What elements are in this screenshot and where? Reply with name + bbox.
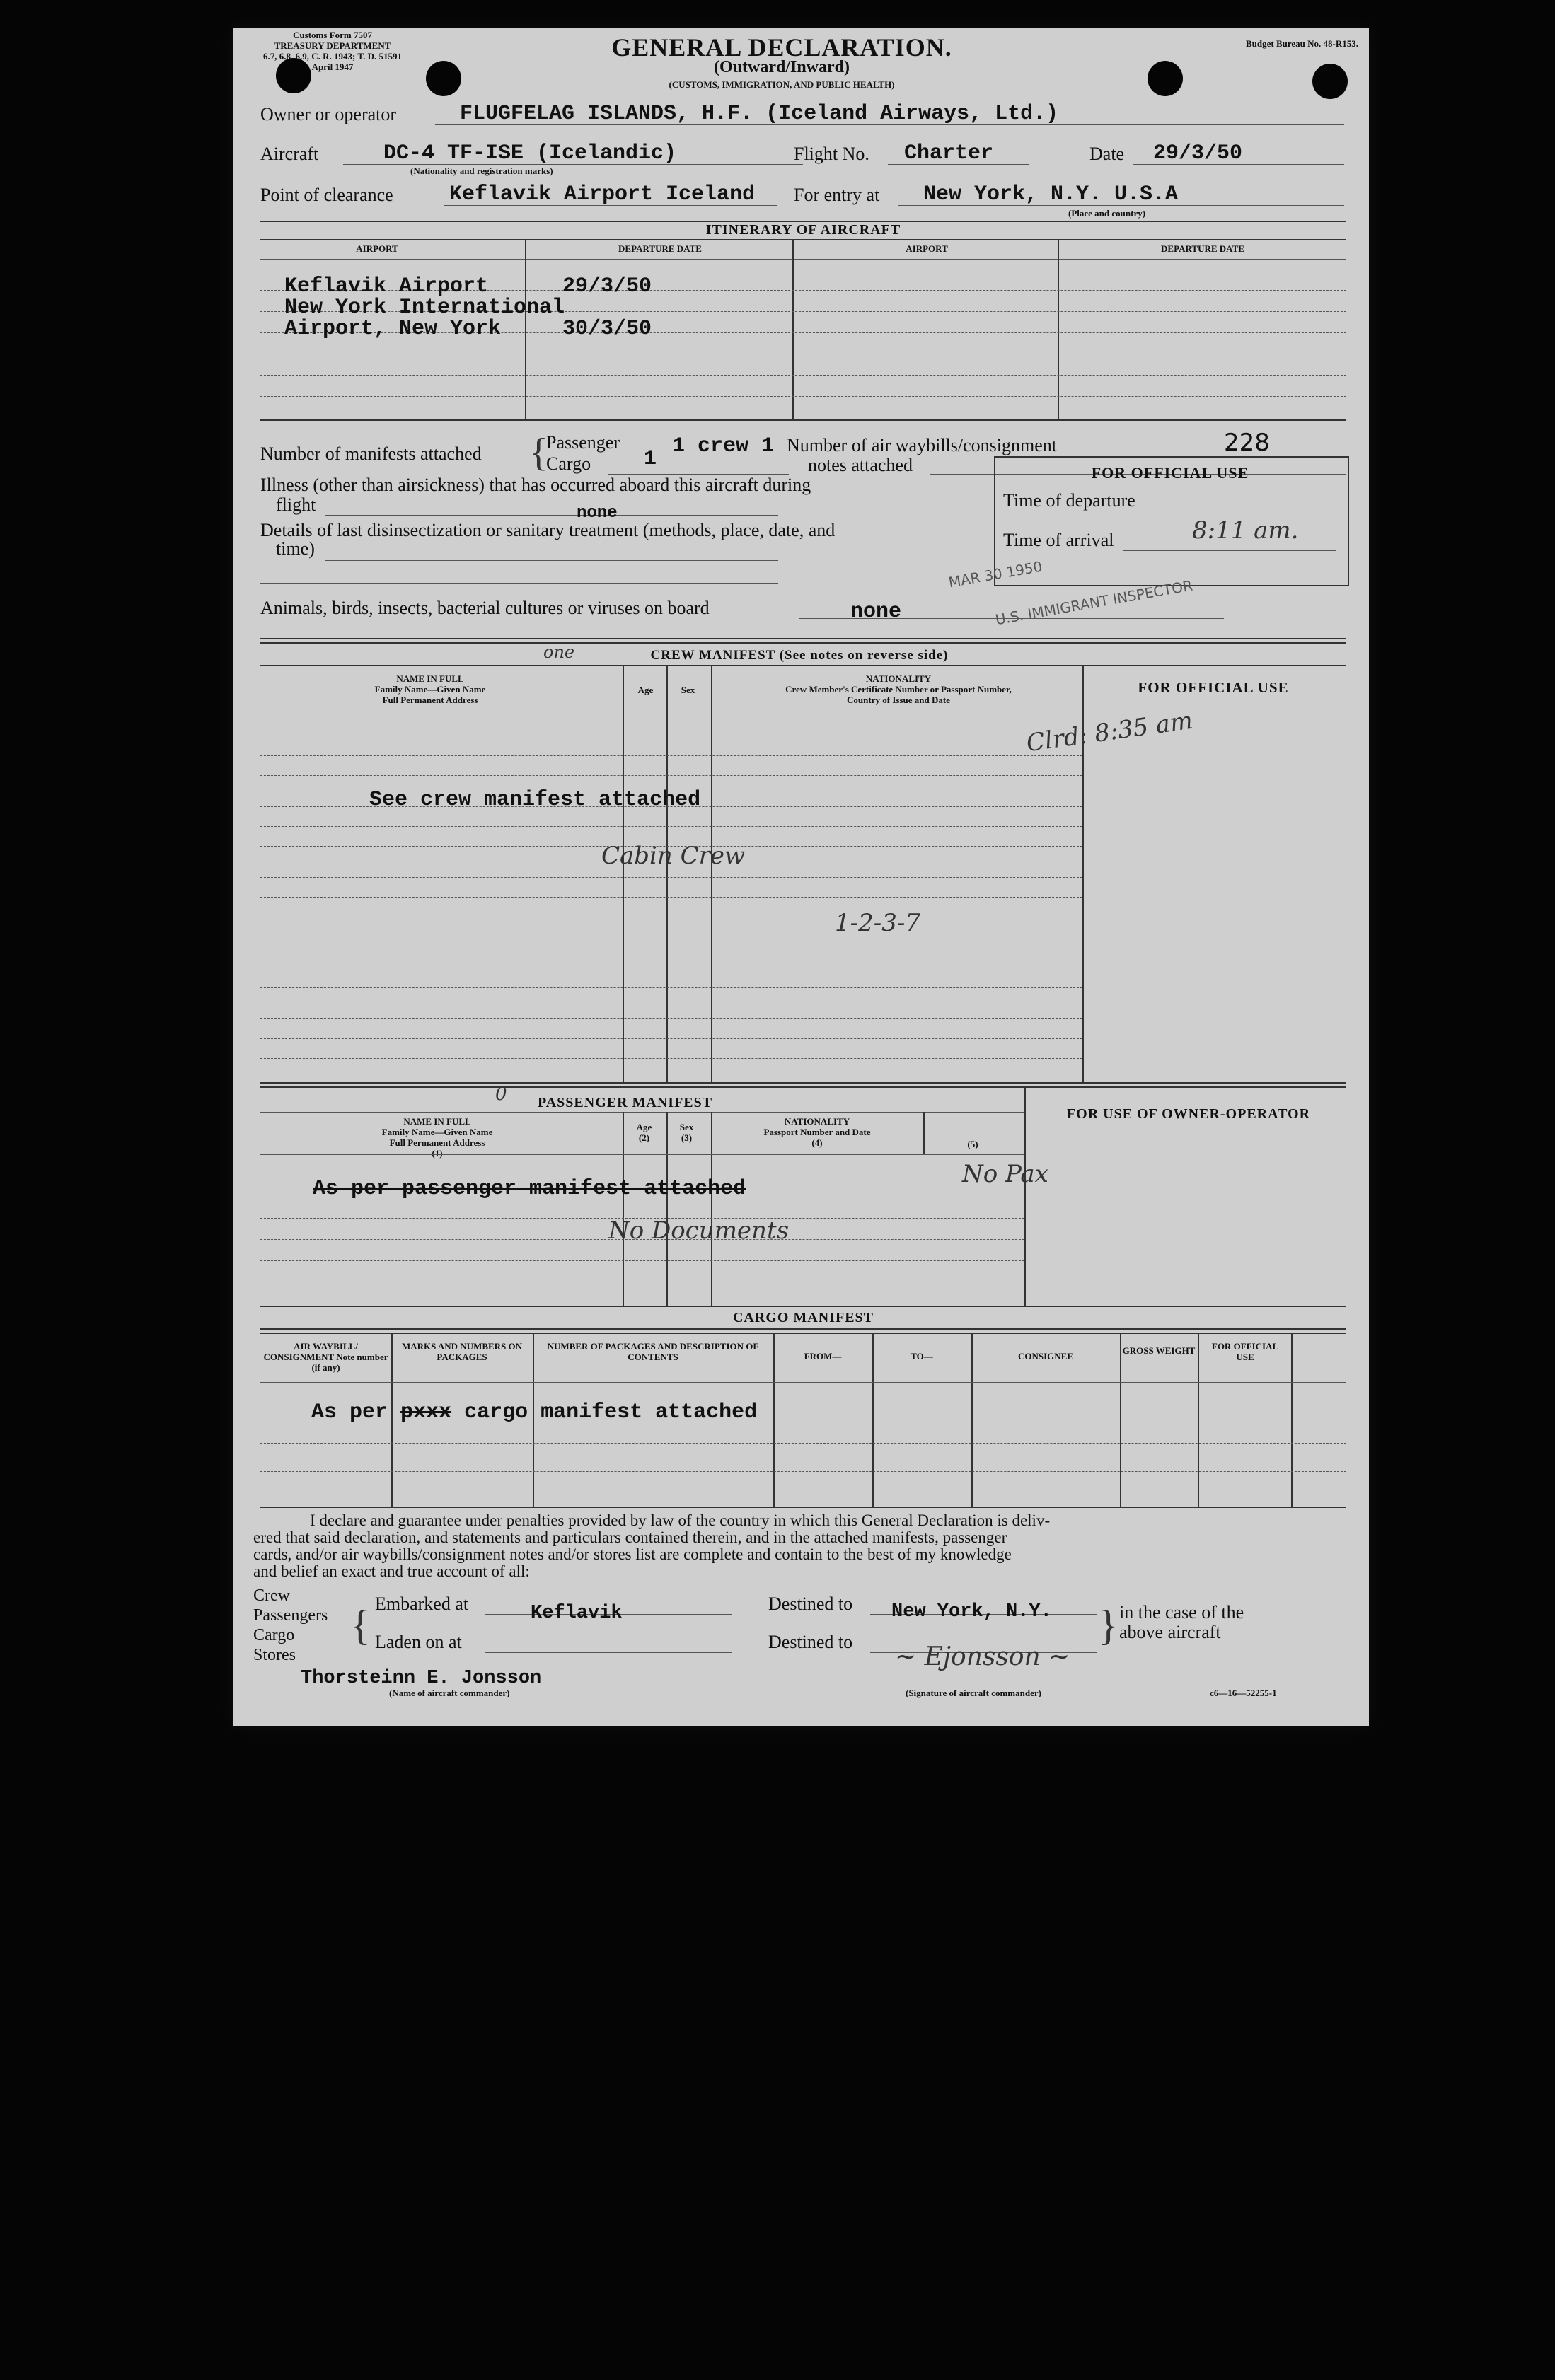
clearance-label: Point of clearance xyxy=(260,185,393,205)
form-subtitle2: (CUSTOMS, IMMIGRATION, AND PUBLIC HEALTH) xyxy=(669,79,895,90)
cargo-col-packages: NUMBER OF PACKAGES AND DESCRIPTION OF CONTENTS xyxy=(547,1341,759,1362)
passenger-col-nat-title: NATIONALITY xyxy=(784,1116,850,1127)
passenger-col-nat-sub: Passport Number and Date xyxy=(763,1127,871,1137)
passenger-col-age-title: Age xyxy=(636,1122,652,1132)
owner-value: FLUGFELAG ISLANDS, H.F. (Iceland Airways, Ltd.) xyxy=(460,102,1059,126)
crew-col-name xyxy=(260,673,600,705)
passenger-col-name-title: NAME IN FULL xyxy=(403,1116,471,1127)
crew-col-name-sub2: Full Permanent Address xyxy=(382,695,478,705)
passenger-label: Passenger xyxy=(546,432,620,453)
item-cargo: Cargo xyxy=(253,1626,295,1644)
itinerary-airport-1: Keflavik Airport xyxy=(284,274,489,298)
stamp-date: MAR 30 1950 xyxy=(947,557,1044,591)
crew-col-nat-title: NATIONALITY xyxy=(865,673,932,684)
passenger-col-sex-title: Sex xyxy=(679,1122,694,1132)
declaration-line-4: and belief an exact and true account of all: xyxy=(253,1562,530,1580)
passenger-col-nat-num: (4) xyxy=(811,1137,823,1148)
cargo-entry-b: cargo manifest attached xyxy=(464,1400,758,1424)
crew-col-name-sub: Family Name—Given Name xyxy=(374,684,486,695)
entry-sublabel: (Place and country) xyxy=(1068,208,1146,219)
itinerary-col-airport2: AIRPORT xyxy=(906,243,948,254)
arrival-time-value: 8:11 am. xyxy=(1192,516,1299,545)
passenger-col-nationality xyxy=(711,1116,923,1148)
crew-number-note: 1-2-3-7 xyxy=(835,909,920,937)
flight-value: Charter xyxy=(904,141,994,166)
regulation: 6.7, 6.8, 6.9, C. R. 1943; T. D. 51591 xyxy=(263,51,402,62)
itinerary-col-departure: DEPARTURE DATE xyxy=(618,243,702,254)
passenger-manifest-title: PASSENGER MANIFEST xyxy=(538,1095,713,1110)
aircraft-sublabel: (Nationality and registration marks) xyxy=(410,166,553,176)
commander-name: Thorsteinn E. Jonsson xyxy=(301,1668,542,1689)
form-title: GENERAL DECLARATION. xyxy=(611,33,952,62)
crew-col-nat-sub: Crew Member's Certificate Number or Passport Number, xyxy=(785,684,1012,695)
crew-col-sex: Sex xyxy=(681,685,695,695)
illness-label2: flight xyxy=(276,494,316,515)
passenger-col-sex-num: (3) xyxy=(681,1132,693,1143)
commander-signature: ~ Ejonsson ~ xyxy=(895,1642,1070,1671)
illness-value: none xyxy=(577,504,618,523)
form-code: c6—16—52255-1 xyxy=(1210,1688,1277,1698)
destined-value: New York, N.Y. xyxy=(891,1601,1052,1623)
form-number: Customs Form 7507 xyxy=(293,30,372,40)
item-passengers: Passengers xyxy=(253,1606,328,1625)
embarked-value: Keflavik xyxy=(531,1603,623,1624)
itinerary-col-airport: AIRPORT xyxy=(356,243,398,254)
itinerary-col-departure2: DEPARTURE DATE xyxy=(1161,243,1244,254)
crew-col-name-title: NAME IN FULL xyxy=(396,673,464,684)
arrival-time-label: Time of arrival xyxy=(1003,530,1114,550)
cargo-col-waybill: AIR WAYBILL/ CONSIGNMENT Note number (if any) xyxy=(263,1341,388,1373)
signature-sub: (Signature of aircraft commander) xyxy=(906,1688,1041,1698)
declaration-line-1: I declare and guarantee under penalties provided by law of the country in which this General Declaration is deliv- xyxy=(310,1511,1051,1529)
disinsect-label2: time) xyxy=(276,538,315,559)
budget-number: Budget Bureau No. 48-R153. xyxy=(1245,38,1358,49)
illness-label: Illness (other than airsickness) that has occurred aboard this aircraft during xyxy=(260,475,811,495)
punch-hole xyxy=(1148,61,1183,96)
manifests-label: Number of manifests attached xyxy=(260,443,482,464)
owner-operator-col: FOR USE OF OWNER-OPERATOR xyxy=(1066,1106,1311,1122)
cargo-col-consignee: CONSIGNEE xyxy=(1017,1351,1074,1362)
official-use-title: FOR OFFICIAL USE xyxy=(1091,464,1249,482)
cargo-label: Cargo xyxy=(546,453,591,474)
laden-label: Laden on at xyxy=(375,1632,462,1652)
case-text xyxy=(1119,1603,1244,1642)
item-crew: Crew xyxy=(253,1586,290,1605)
passenger-col-5: (5) xyxy=(967,1139,978,1149)
clearance-value: Keflavik Airport Iceland xyxy=(449,182,756,207)
waybills-label2: notes attached xyxy=(808,455,913,475)
aircraft-label: Aircraft xyxy=(260,144,319,164)
commander-name-sub: (Name of aircraft commander) xyxy=(389,1688,510,1698)
itinerary-airport-2: New York International xyxy=(284,296,565,320)
disinsect-label: Details of last disinsectization or sanitary treatment (methods, place, date, and xyxy=(260,520,836,540)
crew-col-nationality xyxy=(715,673,1082,705)
crew-entry: See crew manifest attached xyxy=(369,788,701,812)
crew-col-nat-sub2: Country of Issue and Date xyxy=(847,695,950,705)
case-text-2: above aircraft xyxy=(1119,1622,1221,1642)
entry-label: For entry at xyxy=(794,185,880,205)
destined-label2: Destined to xyxy=(768,1632,853,1652)
entry-value: New York, N.Y. U.S.A xyxy=(923,182,1179,207)
cargo-col-weight: GROSS WEIGHT xyxy=(1122,1345,1196,1356)
cargo-value: 1 xyxy=(644,447,657,471)
departure-time-label: Time of departure xyxy=(1003,490,1135,511)
crew-cabin-note: Cabin Crew xyxy=(601,842,746,870)
manifests-brace: { xyxy=(529,431,548,475)
waybills-label: Number of air waybills/consignment xyxy=(787,435,1057,455)
itinerary-airport-3: Airport, New York xyxy=(284,317,502,341)
passenger-col-name-num: (1) xyxy=(432,1148,443,1159)
waybills-value: 228 xyxy=(1224,429,1270,457)
animals-value: none xyxy=(850,600,902,624)
cargo-entry-struck: pxxx xyxy=(400,1400,452,1424)
passenger-entry: As per passenger manifest attached xyxy=(313,1177,746,1201)
passenger-col-name xyxy=(260,1116,614,1159)
declaration-line-3: cards, and/or air waybills/consignment notes and/or stores list are complete and contain to the best of my knowledge xyxy=(253,1545,1012,1563)
cargo-manifest-title: CARGO MANIFEST xyxy=(732,1310,874,1325)
case-brace: } xyxy=(1098,1602,1118,1649)
cargo-col-to: TO— xyxy=(911,1351,933,1362)
cargo-entry xyxy=(311,1400,757,1424)
owner-label: Owner or operator xyxy=(260,104,397,124)
cargo-col-marks: MARKS AND NUMBERS ON PACKAGES xyxy=(401,1341,523,1362)
crew-col-age: Age xyxy=(637,685,654,695)
date-label: Date xyxy=(1089,144,1125,164)
punch-hole xyxy=(1312,64,1348,99)
animals-label: Animals, birds, insects, bacterial cultures or viruses on board xyxy=(260,598,710,618)
punch-hole xyxy=(426,61,461,96)
itinerary-date-3: 30/3/50 xyxy=(562,317,652,341)
item-stores: Stores xyxy=(253,1646,296,1664)
department: TREASURY DEPARTMENT xyxy=(274,40,391,51)
passenger-col-sex xyxy=(667,1122,706,1143)
destined-label: Destined to xyxy=(768,1594,853,1614)
passenger-col-name-sub: Family Name—Given Name xyxy=(381,1127,493,1137)
stamp-inspector: U.S. IMMIGRANT INSPECTOR xyxy=(994,576,1194,629)
declaration-form xyxy=(233,28,1369,1726)
itinerary-date-1: 29/3/50 xyxy=(562,274,652,298)
passenger-col-age-num: (2) xyxy=(638,1132,650,1143)
declaration-line-2: ered that said declaration, and statements and particulars contained therein, and in the attached manifests, passenger xyxy=(253,1528,1007,1546)
no-pax-note: No Pax xyxy=(962,1160,1048,1188)
items-brace: { xyxy=(350,1602,371,1649)
crew-count: one xyxy=(543,642,575,662)
cargo-entry-a: As per xyxy=(311,1400,388,1424)
declaration-items xyxy=(253,1586,328,1665)
crew-col-official: FOR OFFICIAL USE xyxy=(1138,679,1289,696)
form-info xyxy=(262,30,403,72)
passenger-col-age xyxy=(625,1122,664,1143)
itinerary-title: ITINERARY OF AIRCRAFT xyxy=(705,222,901,238)
aircraft-value: DC-4 TF-ISE (Icelandic) xyxy=(383,141,677,166)
passenger-col-name-sub2: Full Permanent Address xyxy=(389,1137,485,1148)
embarked-label: Embarked at xyxy=(375,1594,469,1614)
form-subtitle: (Outward/Inward) xyxy=(713,58,850,76)
passenger-value: 1 crew 1 xyxy=(672,434,775,458)
form-date: April 1947 xyxy=(311,62,354,72)
flight-label: Flight No. xyxy=(794,144,869,164)
cargo-col-official: FOR OFFICIAL USE xyxy=(1211,1341,1279,1362)
no-documents-note: No Documents xyxy=(608,1217,790,1245)
crew-manifest-title: CREW MANIFEST (See notes on reverse side) xyxy=(650,648,949,663)
crew-clearance-note: Clrd: 8:35 am xyxy=(1024,706,1195,758)
cargo-col-from: FROM— xyxy=(804,1351,842,1362)
case-text-1: in the case of the xyxy=(1119,1602,1244,1623)
date-value: 29/3/50 xyxy=(1153,141,1243,166)
declaration-text xyxy=(253,1512,1353,1580)
passenger-count: 0 xyxy=(495,1084,507,1105)
